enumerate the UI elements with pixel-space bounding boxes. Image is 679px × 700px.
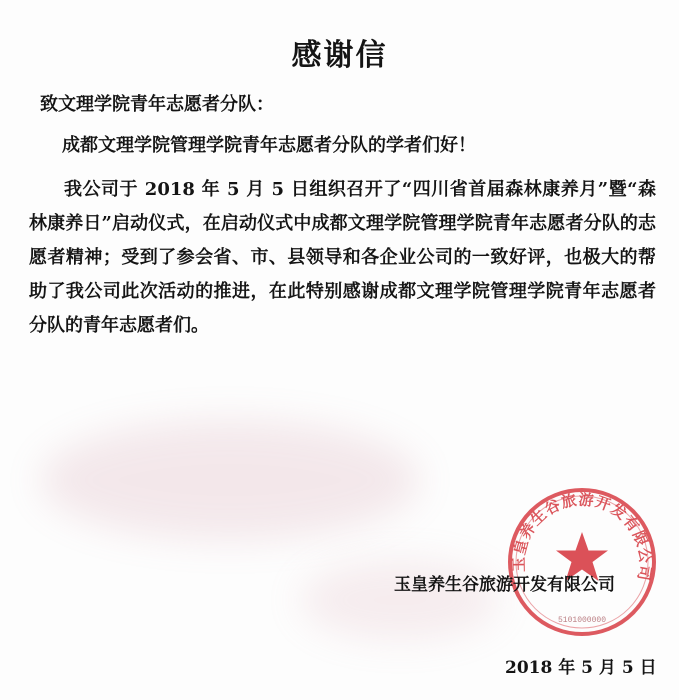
signature-company: 玉皇养生谷旅游开发有限公司: [394, 575, 615, 595]
company-seal: [502, 482, 662, 642]
letter-date: 2018 年 5 月 5 日: [505, 658, 657, 678]
letter-title: 感谢信: [291, 38, 388, 73]
letter-greeting: 成都文理学院管理学院青年志愿者分队的学者们好！: [62, 135, 476, 156]
seal-code: 5101000000: [557, 616, 607, 625]
letter-body: 我公司于 2018 年 5 月 5 日组织召开了“四川省首届森林康养月”暨“森林康养日”启动仪式，在启动仪式中成都文理学院管理学院青年志愿者分队的志愿者精神；受到了参会省、市、县领导和各企业公司的一致好评，也极大的帮助了我公司此次活动的推进，在此特别感谢成都文理学院管理学院青年志愿者分队的青年志愿者们。: [29, 179, 656, 336]
seal-text: 玉皇养生谷旅游开发有限公司: [511, 492, 653, 583]
letter-salutation: 致文理学院青年志愿者分队：: [40, 94, 274, 115]
paper-smudge: [40, 420, 420, 540]
